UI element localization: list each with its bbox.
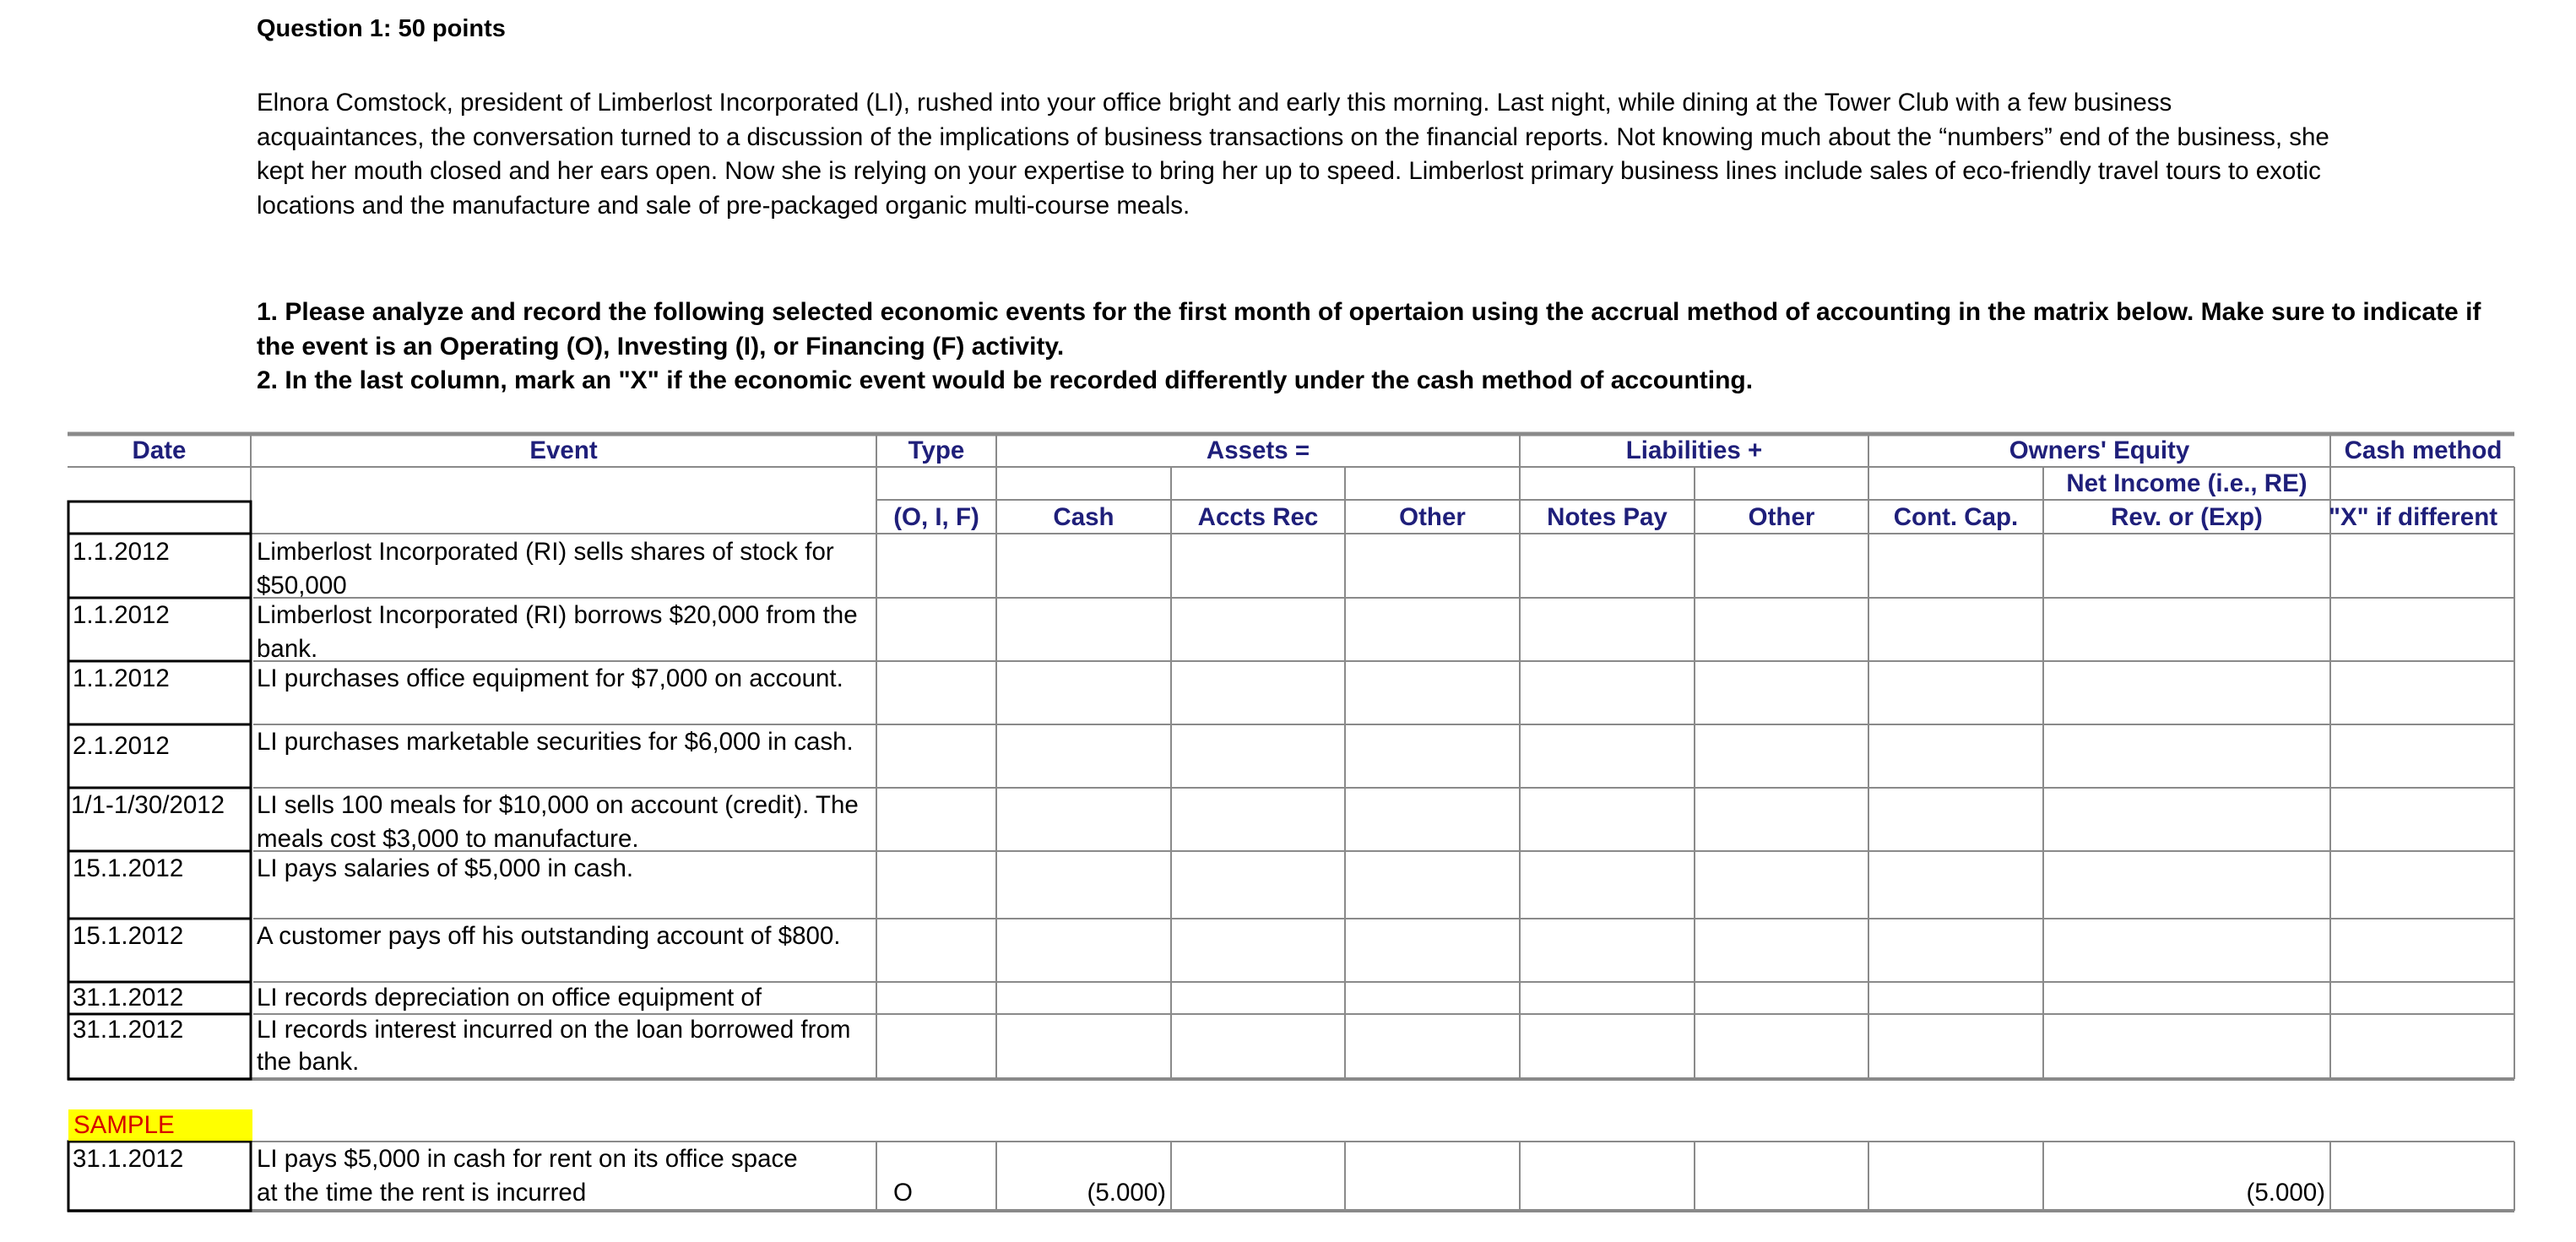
row-event: LI records interest incurred on the loan borrowed from the bank.: [257, 1016, 851, 1076]
row-date: 15.1.2012: [73, 922, 184, 950]
sample-label: SAMPLE: [68, 1109, 252, 1141]
sample-rev-exp: (5.000): [2246, 1179, 2325, 1207]
row-event: LI records depreciation on office equipment of: [257, 984, 762, 1011]
header-date: Date: [132, 437, 187, 464]
sample-type: O: [893, 1179, 913, 1207]
header-owners-equity: Owners' Equity: [2009, 437, 2190, 464]
header-event: Event: [529, 437, 598, 464]
question-title: Question 1: 50 points: [257, 15, 506, 42]
instruction-item: 1. Please analyze and record the following selected economic events for the first month of opertaion using the accrual method of accounting in the matrix below. Make sure to indicate if the event is an Operating (O), Investing (I), or Financing (F) activity.: [257, 298, 2481, 361]
row-event: A customer pays off his outstanding account of $800.: [257, 922, 841, 950]
header-cash-method: Cash method: [2344, 437, 2503, 464]
instruction-item: 2. In the last column, mark an "X" if the economic event would be recorded differently under the cash method of accounting.: [257, 366, 1754, 394]
row-date: 1/1-1/30/2012: [71, 791, 225, 819]
row-date: 1.1.2012: [73, 664, 170, 692]
header-net-income: Net Income (i.e., RE): [2066, 469, 2308, 497]
header-x-if-different: "X" if different: [2329, 503, 2498, 531]
row-date: 2.1.2012: [73, 732, 170, 760]
header-rev-exp: Rev. or (Exp): [2111, 503, 2263, 531]
header-cont-cap: Cont. Cap.: [1893, 503, 2019, 531]
instructions-list: [257, 296, 2519, 399]
header-type: Type: [908, 437, 965, 464]
header-cash: Cash: [1053, 503, 1114, 531]
sample-event-line1: LI pays $5,000 in cash for rent on its office space: [257, 1145, 798, 1173]
sample-date: 31.1.2012: [73, 1145, 184, 1173]
row-date: 1.1.2012: [73, 601, 170, 629]
header-other-liab: Other: [1748, 503, 1815, 531]
header-notes-pay: Notes Pay: [1547, 503, 1668, 531]
header-liabilities: Liabilities +: [1625, 437, 1763, 464]
row-date: 1.1.2012: [73, 538, 170, 566]
header-other-assets: Other: [1399, 503, 1466, 531]
intro-paragraph: Elnora Comstock, president of Limberlost Incorporated (LI), rushed into your office bright and early this morning. Last night, while dining at the Tower Club with a few business acquaintances, the conversation turned to a discussion of the implications of business transactions on the financial reports. Not knowing much about the “numbers” end of the business, she kept her mouth closed and her ears open. Now she is relying on your expertise to bring her up to speed. Limberlost primary business lines include sales of eco-friendly travel tours to exotic locations and the manufacture and sale of pre-packaged organic multi-course meals.: [257, 89, 2329, 220]
row-event: LI pays salaries of $5,000 in cash.: [257, 854, 634, 882]
header-accts-rec: Accts Rec: [1197, 503, 1319, 531]
sample-event-line2: at the time the rent is incurred: [257, 1179, 587, 1207]
row-date: 15.1.2012: [73, 854, 184, 882]
header-assets: Assets =: [1206, 437, 1310, 464]
row-event: Limberlost Incorporated (RI) borrows $20,000 from the bank.: [257, 601, 858, 661]
sample-cash: (5.000): [1087, 1179, 1166, 1207]
row-date: 31.1.2012: [73, 1016, 184, 1044]
row-event: Limberlost Incorporated (RI) sells shares of stock for $50,000: [257, 538, 834, 598]
header-type-sub: (O, I, F): [893, 503, 979, 531]
row-event: LI purchases marketable securities for $6,000 in cash.: [257, 728, 854, 756]
row-date: 31.1.2012: [73, 984, 184, 1011]
row-event: LI sells 100 meals for $10,000 on account (credit). The meals cost $3,000 to manufacture.: [257, 791, 859, 851]
row-event: LI purchases office equipment for $7,000 on account.: [257, 664, 843, 692]
